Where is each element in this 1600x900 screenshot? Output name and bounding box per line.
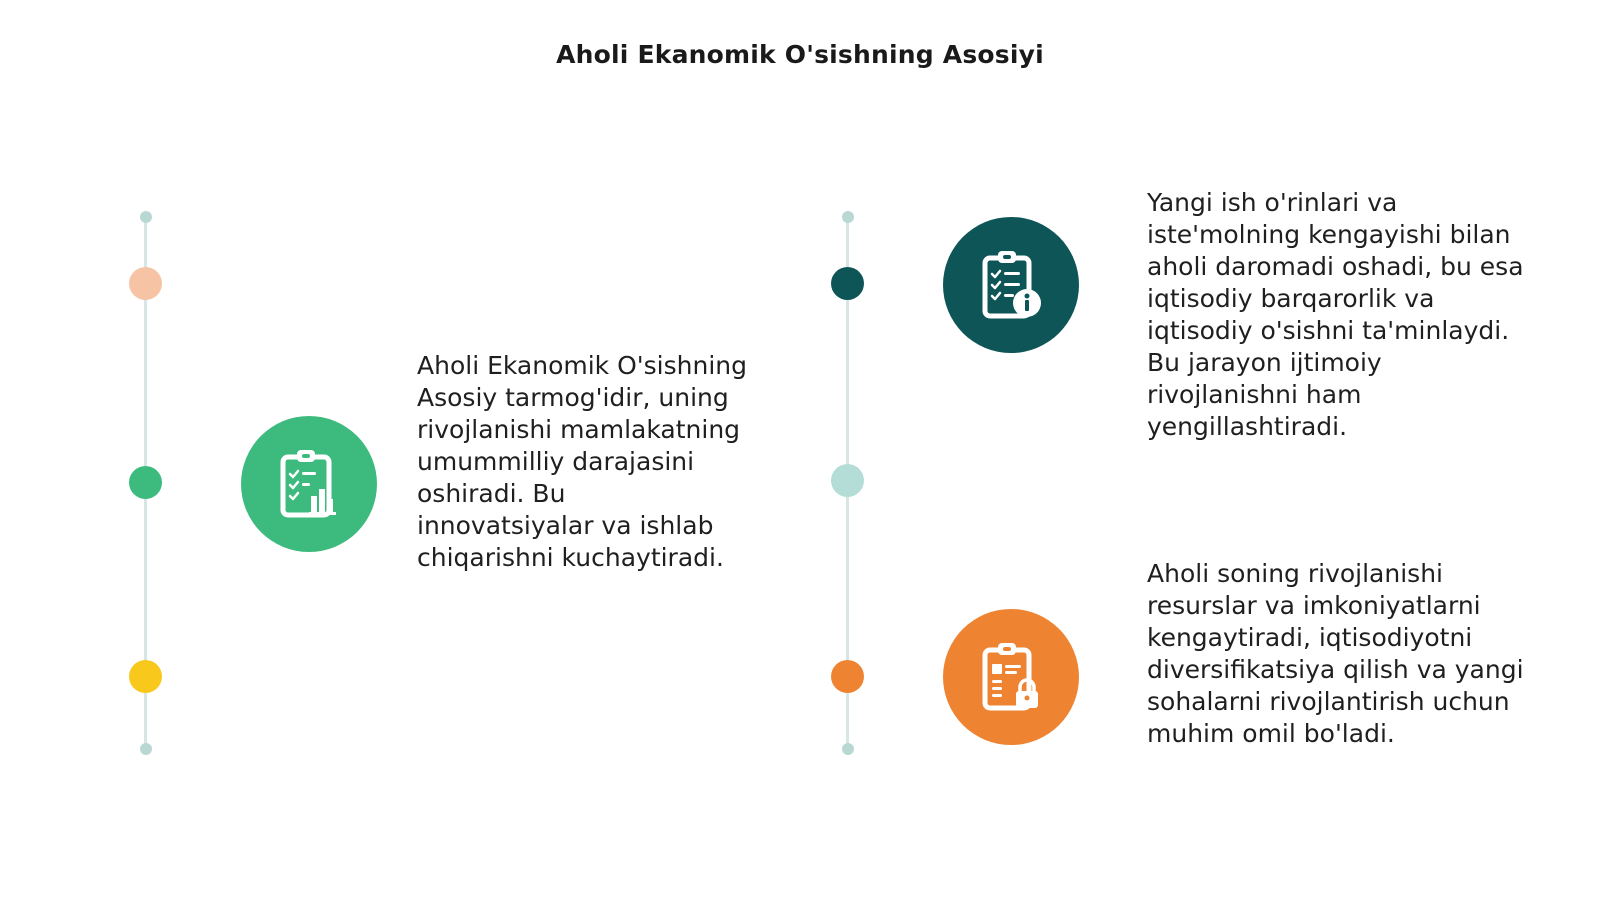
clipboard-lock-icon xyxy=(943,609,1079,745)
page-title: Aholi Ekanomik O'sishning Asosiyi xyxy=(556,40,1044,69)
item-1-text: Aholi Ekanomik O'sishning Asosiy tarmog'idir, uning rivojlanishi mamlakatning umummilliy darajasini oshiradi. Bu innovatsiyalar va ishlab chiqarishni kuchaytiradi. xyxy=(417,351,747,572)
left-timeline-top-end xyxy=(140,211,152,223)
item-2-text: Yangi ish o'rinlari va iste'molning kengayishi bilan aholi daromadi oshadi, bu esa iqtisodiy barqarorlik va iqtisodiy o'sishni ta'minlaydi. Bu jarayon ijtimoiy rivojlanishni ham yengillashtiradi. xyxy=(1147,188,1524,441)
right-timeline-top-end xyxy=(842,211,854,223)
left-timeline-bottom-end xyxy=(140,743,152,755)
clipboard-chart-icon xyxy=(241,416,377,552)
right-marker-orange xyxy=(831,660,864,693)
right-timeline-bottom-end xyxy=(842,743,854,755)
right-marker-light-teal xyxy=(831,464,864,497)
left-marker-peach xyxy=(129,267,162,300)
left-marker-yellow xyxy=(129,660,162,693)
left-marker-green xyxy=(129,466,162,499)
right-marker-teal xyxy=(831,267,864,300)
clipboard-info-icon xyxy=(943,217,1079,353)
item-3-text: Aholi soning rivojlanishi resurslar va imkoniyatlarni kengaytiradi, iqtisodiyotni diversifikatsiya qilish va yangi sohalarni rivojlantirish uchun muhim omil bo'ladi. xyxy=(1147,559,1524,748)
